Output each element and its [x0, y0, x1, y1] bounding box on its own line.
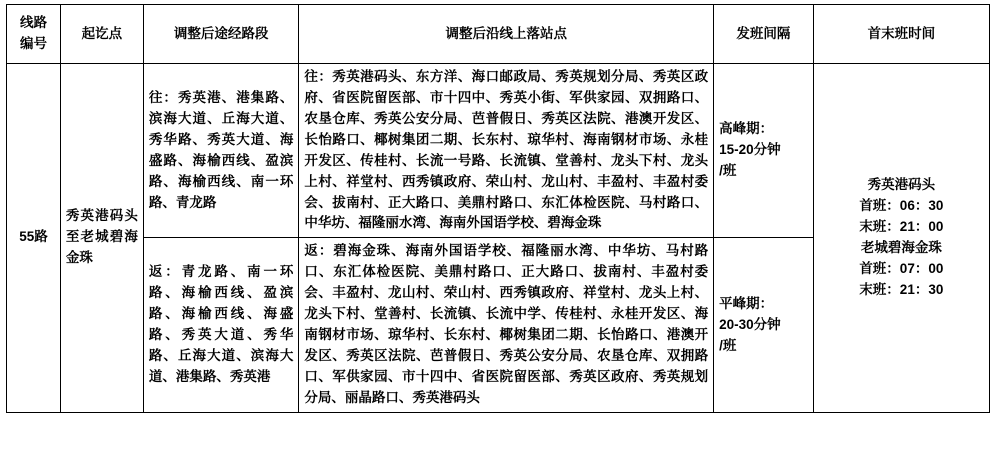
column-header-line-number: [7, 5, 61, 64]
interval-offpeak-unit: /班: [719, 337, 737, 353]
cell-terminals: 秀英港码头至老城碧海金珠: [60, 64, 143, 413]
first-last-b-title: 老城碧海金珠: [860, 239, 942, 255]
table-body: [7, 64, 990, 413]
first-last-b-last: 末班：21：30: [859, 281, 944, 297]
cell-interval-peak: [714, 64, 814, 238]
first-last-a-title: 秀英港码头: [867, 177, 936, 193]
table-row: [7, 64, 990, 238]
column-header-route: 调整后途经路段: [143, 5, 299, 64]
table-header: [7, 5, 990, 64]
interval-peak-value: 15-20分钟: [719, 142, 781, 158]
cell-stops-inbound: 返：碧海金珠、海南外国语学校、福隆丽水湾、中华坊、马村路口、东汇体检医院、美鼎村路口、正大路口、拔南村、丰盈村委会、丰盈村、龙山村、荣山村、西秀镇政府、祥堂村、龙头上村、龙头下村、堂善村、长流镇、长流中学、传桂村、永桂开发区、海南钢材市场、琼华村、长东村、椰树集团二期、长怡路口、港澳开发区、秀英区法院、芭普假日、秀英公安分局、农垦仓库、双拥路口、军供家园、市十四中、省医院留医部、秀英区政府、秀英规划分局、丽晶路口、秀英港码头: [299, 238, 714, 412]
column-header-line-number-l1: 线路: [19, 15, 47, 31]
bus-route-table: [6, 4, 990, 413]
header-row: [7, 5, 990, 64]
interval-offpeak-label: 平峰期：: [719, 295, 774, 311]
interval-peak-unit: /班: [719, 163, 737, 179]
column-header-interval: 发班间隔: [714, 5, 814, 64]
cell-interval-offpeak: [714, 238, 814, 412]
cell-stops-outbound: 往：秀英港码头、东方洋、海口邮政局、秀英规划分局、秀英区政府、省医院留医部、市十四中、秀英小街、军供家园、双拥路口、农垦仓库、秀英公安分局、芭普假日、秀英区法院、港澳开发区、长怡路口、椰树集团二期、长东村、琼华村、海南钢材市场、永桂开发区、传桂村、长流一号路、长流镇、堂善村、龙头下村、龙头上村、祥堂村、西秀镇政府、荣山村、龙山村、丰盈村、丰盈村委会、拔南村、正大路口、美鼎村路口、东汇体检医院、马村路口、中华坊、福隆丽水湾、海南外国语学校、碧海金珠: [299, 64, 714, 238]
column-header-first-last: 首末班时间: [813, 5, 989, 64]
interval-peak-label: 高峰期：: [719, 121, 774, 137]
cell-line-number: 55路: [7, 64, 61, 413]
interval-offpeak-value: 20-30分钟: [719, 316, 781, 332]
column-header-line-number-l2: 编号: [19, 36, 47, 51]
cell-route-outbound: 往：秀英港、港集路、滨海大道、丘海大道、秀华路、秀英大道、海盛路、海榆西线、盈滨路、海榆西线、南一环路、青龙路: [143, 64, 299, 238]
first-last-a-first: 首班：06：30: [859, 198, 944, 214]
cell-route-inbound: 返：青龙路、南一环路、海榆西线、盈滨路、海榆西线、海盛路、秀英大道、秀华路、丘海大道、滨海大道、港集路、秀英港: [143, 238, 299, 412]
column-header-stops: 调整后沿线上落站点: [299, 5, 714, 64]
first-last-b-first: 首班：07：00: [859, 260, 944, 276]
column-header-terminals: 起讫点: [60, 5, 143, 64]
cell-first-last-times: [813, 64, 989, 413]
first-last-a-last: 末班：21：00: [859, 218, 944, 234]
